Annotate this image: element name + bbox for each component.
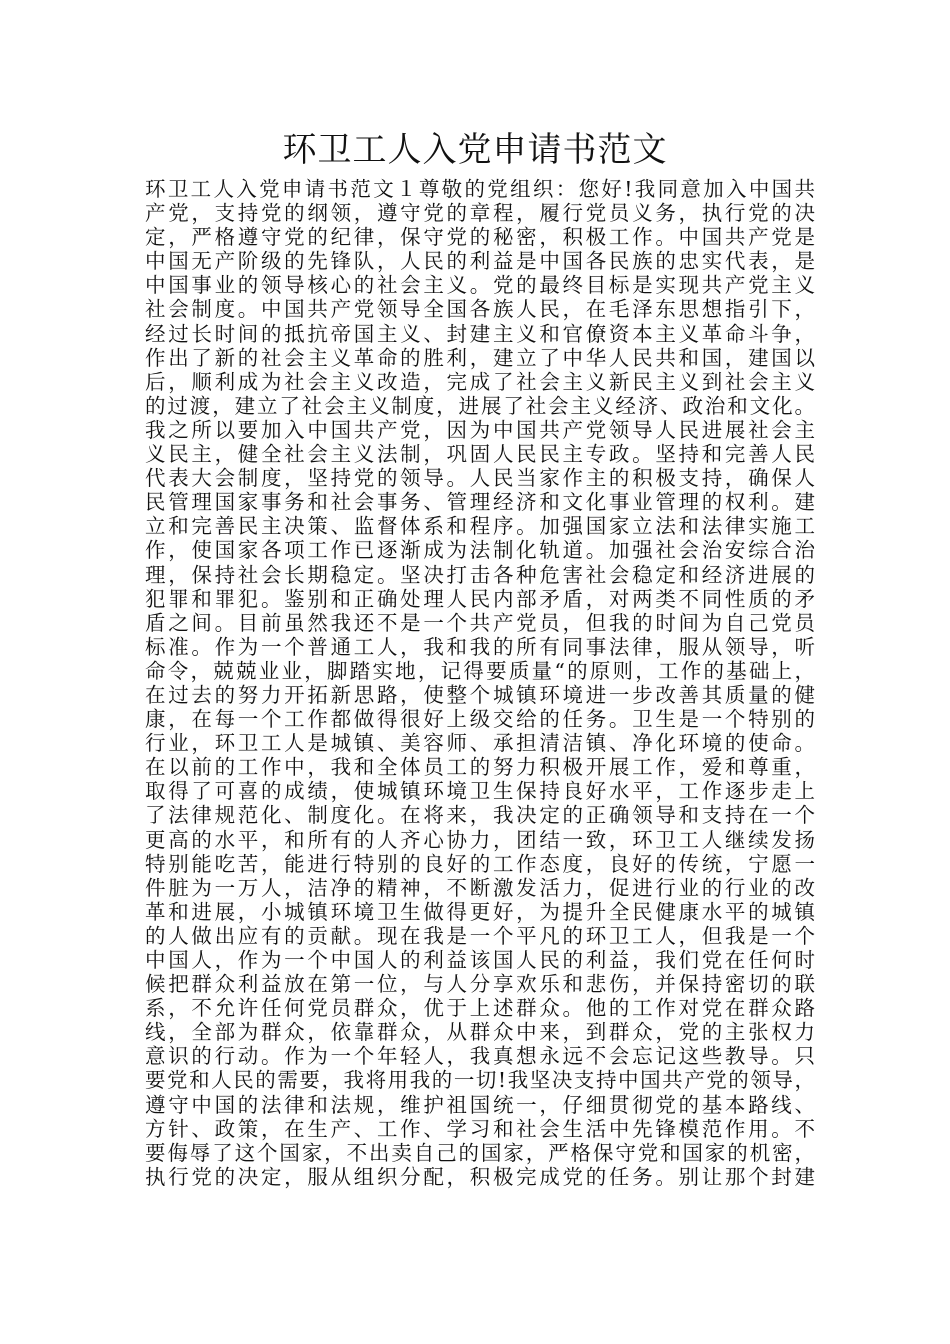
body-line: 的过渡，建立了社会主义制度，进展了社会主义经济、政治和文化。 (145, 393, 815, 418)
body-line: 作出了新的社会主义革命的胜利，建立了中华人民共和国，建国以 (145, 345, 815, 370)
body-line: 环卫工人入党申请书范文１尊敬的党组织：您好!我同意加入中国共 (145, 177, 815, 201)
body-line: 我之所以要加入中国共产党，因为中国共产党领导人民进展社会主 (145, 417, 815, 442)
body-line: 遵守中国的法律和法规，维护祖国统一，仔细贯彻党的基本路线、 (145, 1092, 815, 1117)
document-title: 环卫工人入党申请书范文 (282, 130, 668, 170)
body-line: 义民主，健全社会主义法制，巩固人民民主专政。坚持和完善人民 (145, 442, 815, 467)
body-line: 取得了可喜的成绩，使城镇环境卫生保持良好水平，工作逐步走上 (145, 779, 815, 804)
body-line: 意识的行动。作为一个年轻人，我真想永远不会忘记这些教导。只 (145, 1044, 815, 1069)
body-line: 要侮辱了这个国家，不出卖自己的国家，严格保守党和国家的机密， (145, 1140, 815, 1165)
body-line: 候把群众利益放在第一位，与人分享欢乐和悲伤，并保持密切的联 (145, 972, 815, 997)
body-line: 了法律规范化、制度化。在将来，我决定的正确领导和支持在一个 (145, 803, 815, 828)
body-line: 盾之间。目前虽然我还不是一个共产党员，但我的时间为自己党员 (145, 610, 815, 635)
body-line: 社会制度。中国共产党领导全国各族人民，在毛泽东思想指引下， (145, 297, 815, 322)
body-line: 的人做出应有的贡献。现在我是一个平凡的环卫工人，但我是一个 (145, 923, 815, 948)
body-line: 行业，环卫工人是城镇、美容师、承担清洁镇、净化环境的使命。 (145, 731, 815, 756)
body-line: 后，顺利成为社会主义改造，完成了社会主义新民主义到社会主义 (145, 369, 815, 394)
body-line: 产党，支持党的纲领，遵守党的章程，履行党员义务，执行党的决 (145, 201, 815, 226)
body-line: 犯罪和罪犯。鉴别和正确处理人民内部矛盾，对两类不同性质的矛 (145, 586, 815, 611)
body-line: 定，严格遵守党的纪律，保守党的秘密，积极工作。中国共产党是 (145, 225, 815, 250)
body-line: 系，不允许任何党员群众，优于上述群众。他的工作对党在群众路 (145, 996, 815, 1021)
body-line: 方针、政策，在生产、工作、学习和社会生活中先锋模范作用。不 (145, 1116, 815, 1141)
body-line: 线，全部为群众，依靠群众，从群众中来，到群众，党的主张权力 (145, 1020, 815, 1045)
body-line: 代表大会制度，坚持党的领导。人民当家作主的积极支持，确保人 (145, 466, 815, 491)
body-line: 康，在每一个工作都做得很好上级交给的任务。卫生是一个特别的 (145, 707, 815, 732)
body-line: 民管理国家事务和社会事务、管理经济和文化事业管理的权利。建 (145, 490, 815, 515)
body-line: 标准。作为一个普通工人，我和我的所有同事法律，服从领导，听 (145, 634, 815, 659)
body-line: 在以前的工作中，我和全体员工的努力积极开展工作，爱和尊重， (145, 755, 815, 780)
body-line: 作，使国家各项工作已逐渐成为法制化轨道。加强社会治安综合治 (145, 538, 815, 563)
body-line: 命令，兢兢业业，脚踏实地，记得要质量“的原则，工作的基础上， (145, 658, 815, 683)
body-line: 更高的水平，和所有的人齐心协力，团结一致，环卫工人继续发扬 (145, 827, 815, 852)
body-line: 要党和人民的需要，我将用我的一切!我坚决支持中国共产党的领导， (145, 1068, 815, 1093)
body-line: 中国事业的领导核心的社会主义。党的最终目标是实现共产党主义 (145, 273, 815, 298)
body-line: 件脏为一万人，洁净的精神，不断激发活力，促进行业的行业的改 (145, 875, 815, 900)
body-line: 理，保持社会长期稳定。坚决打击各种危害社会稳定和经济进展的 (145, 562, 815, 587)
body-line: 在过去的努力开拓新思路，使整个城镇环境进一步改善其质量的健 (145, 682, 815, 707)
body-line: 执行党的决定，服从组织分配，积极完成党的任务。别让那个封建 (145, 1164, 815, 1189)
body-line: 特别能吃苦，能进行特别的良好的工作态度，良好的传统，宁愿一 (145, 851, 815, 876)
document-body (145, 177, 815, 1189)
body-line: 中国无产阶级的先锋队，人民的利益是中国各民族的忠实代表，是 (145, 249, 815, 274)
body-line: 立和完善民主决策、监督体系和程序。加强国家立法和法律实施工 (145, 514, 815, 539)
body-line: 革和进展，小城镇环境卫生做得更好，为提升全民健康水平的城镇 (145, 899, 815, 924)
body-line: 经过长时间的抵抗帝国主义、封建主义和官僚资本主义革命斗争， (145, 321, 815, 346)
body-line: 中国人，作为一个中国人的利益该国人民的利益，我们党在任何时 (145, 948, 815, 972)
